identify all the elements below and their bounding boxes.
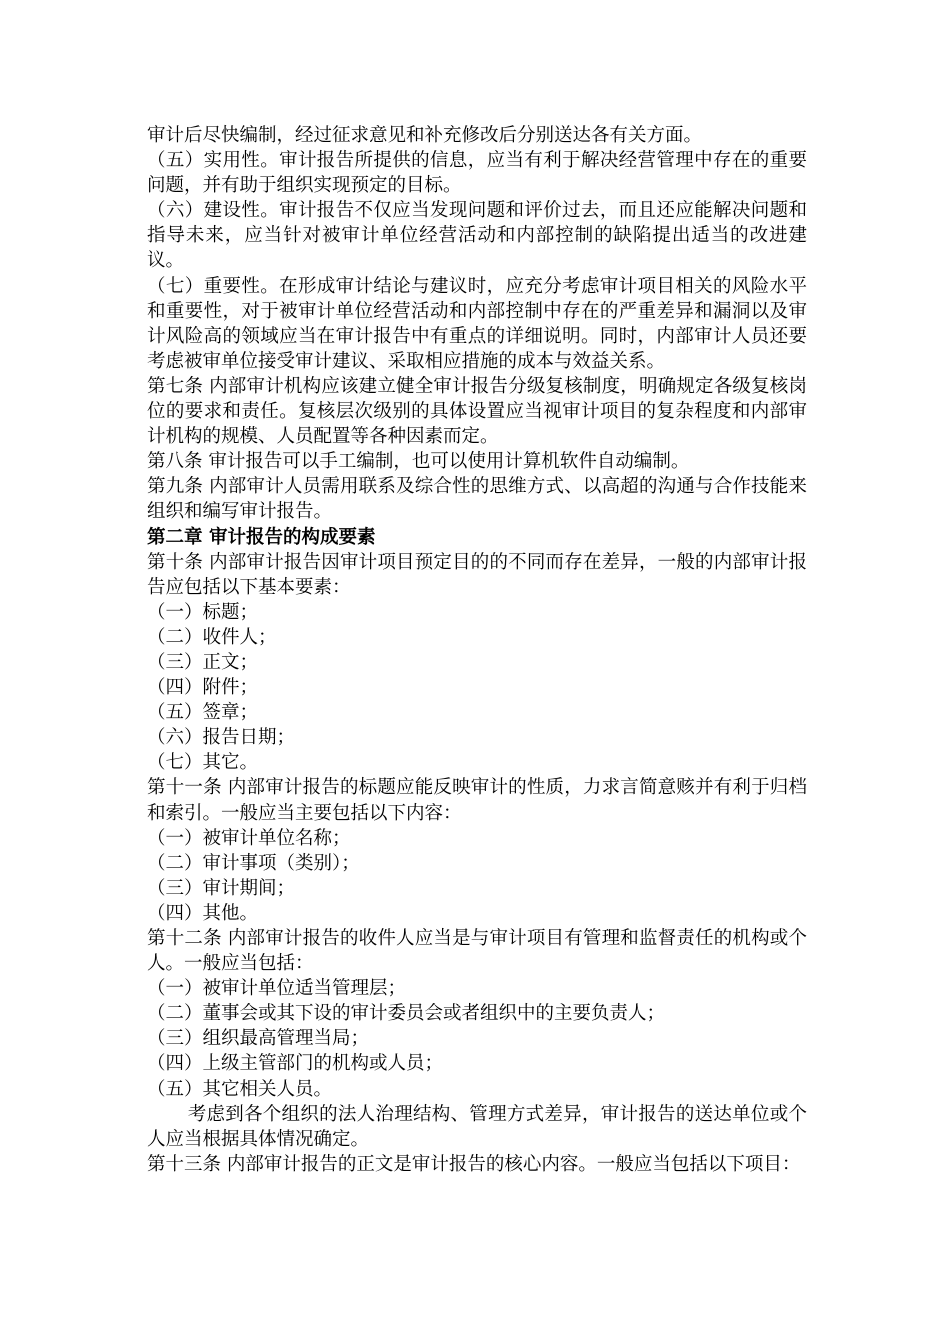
document-paragraph: （四）其他。 bbox=[147, 902, 259, 924]
document-paragraph: （五）其它相关人员。 bbox=[147, 1078, 333, 1100]
document-paragraph: 第十二条 内部审计报告的收件人应当是与审计项目有管理和监督责任的机构或个人。一般应当包括： bbox=[147, 928, 807, 975]
document-paragraph: 第十条 内部审计报告因审计项目预定目的的不同而存在差异，一般的内部审计报告应包括以下基本要素： bbox=[147, 551, 807, 598]
document-paragraph: （五）实用性。审计报告所提供的信息，应当有利于解决经营管理中存在的重要问题，并有助于组织实现预定的目标。 bbox=[147, 150, 807, 197]
document-paragraph: （二）董事会或其下设的审计委员会或者组织中的主要负责人； bbox=[147, 1003, 666, 1025]
document-paragraph: （二）收件人； bbox=[147, 626, 277, 648]
document-paragraph: （三）审计期间； bbox=[147, 877, 296, 899]
document-paragraph: 第八条 审计报告可以手工编制，也可以使用计算机软件自动编制。 bbox=[147, 451, 690, 473]
document-paragraph: （四）附件； bbox=[147, 677, 259, 699]
document-paragraph: （三）组织最高管理当局； bbox=[147, 1028, 370, 1050]
document-paragraph: 第十三条 内部审计报告的正文是审计报告的核心内容。一般应当包括以下项目： bbox=[147, 1153, 801, 1175]
document-paragraph: 考虑到各个组织的法人治理结构、管理方式差异，审计报告的送达单位或个人应当根据具体情况确定。 bbox=[147, 1103, 807, 1150]
document-paragraph: （四）上级主管部门的机构或人员； bbox=[147, 1053, 444, 1075]
document-paragraph: （一）被审计单位名称； bbox=[147, 827, 351, 849]
document-paragraph: （六）报告日期； bbox=[147, 727, 296, 749]
document-paragraph: 第七条 内部审计机构应该建立健全审计报告分级复核制度，明确规定各级复核岗位的要求和责任。复核层次级别的具体设置应当视审计项目的复杂程度和内部审计机构的规模、人员配置等各种因素而定。 bbox=[147, 375, 807, 448]
document-paragraph: （七）重要性。在形成审计结论与建议时，应充分考虑审计项目相关的风险水平和重要性，对于被审计单位经营活动和内部控制中存在的严重差异和漏洞以及审计风险高的领域应当在审计报告中有重点的详细说明。同时，内部审计人员还要考虑被审单位接受审计建议、采取相应措施的成本与效益关系。 bbox=[147, 275, 807, 372]
document-paragraph: （二）审计事项（类别）； bbox=[147, 852, 360, 874]
document-paragraph: 第九条 内部审计人员需用联系及综合性的思维方式、以高超的沟通与合作技能来组织和编写审计报告。 bbox=[147, 476, 807, 523]
document-paragraph: 第十一条 内部审计报告的标题应能反映审计的性质，力求言简意赅并有利于归档和索引。一般应当主要包括以下内容： bbox=[147, 777, 807, 824]
document-page bbox=[147, 123, 807, 1177]
chapter-heading: 第二章 审计报告的构成要素 bbox=[147, 526, 376, 548]
document-paragraph: （一）被审计单位适当管理层； bbox=[147, 978, 407, 1000]
document-paragraph: （三）正文； bbox=[147, 651, 259, 673]
document-paragraph: 审计后尽快编制，经过征求意见和补充修改后分别送达各有关方面。 bbox=[147, 125, 703, 146]
document-paragraph: （六）建设性。审计报告不仅应当发现问题和评价过去，而且还应能解决问题和指导未来，应当针对被审计单位经营活动和内部控制的缺陷提出适当的改进建议。 bbox=[147, 200, 807, 272]
document-paragraph: （七）其它。 bbox=[147, 752, 259, 774]
document-paragraph: （一）标题； bbox=[147, 601, 259, 623]
document-paragraph: （五）签章； bbox=[147, 702, 259, 724]
